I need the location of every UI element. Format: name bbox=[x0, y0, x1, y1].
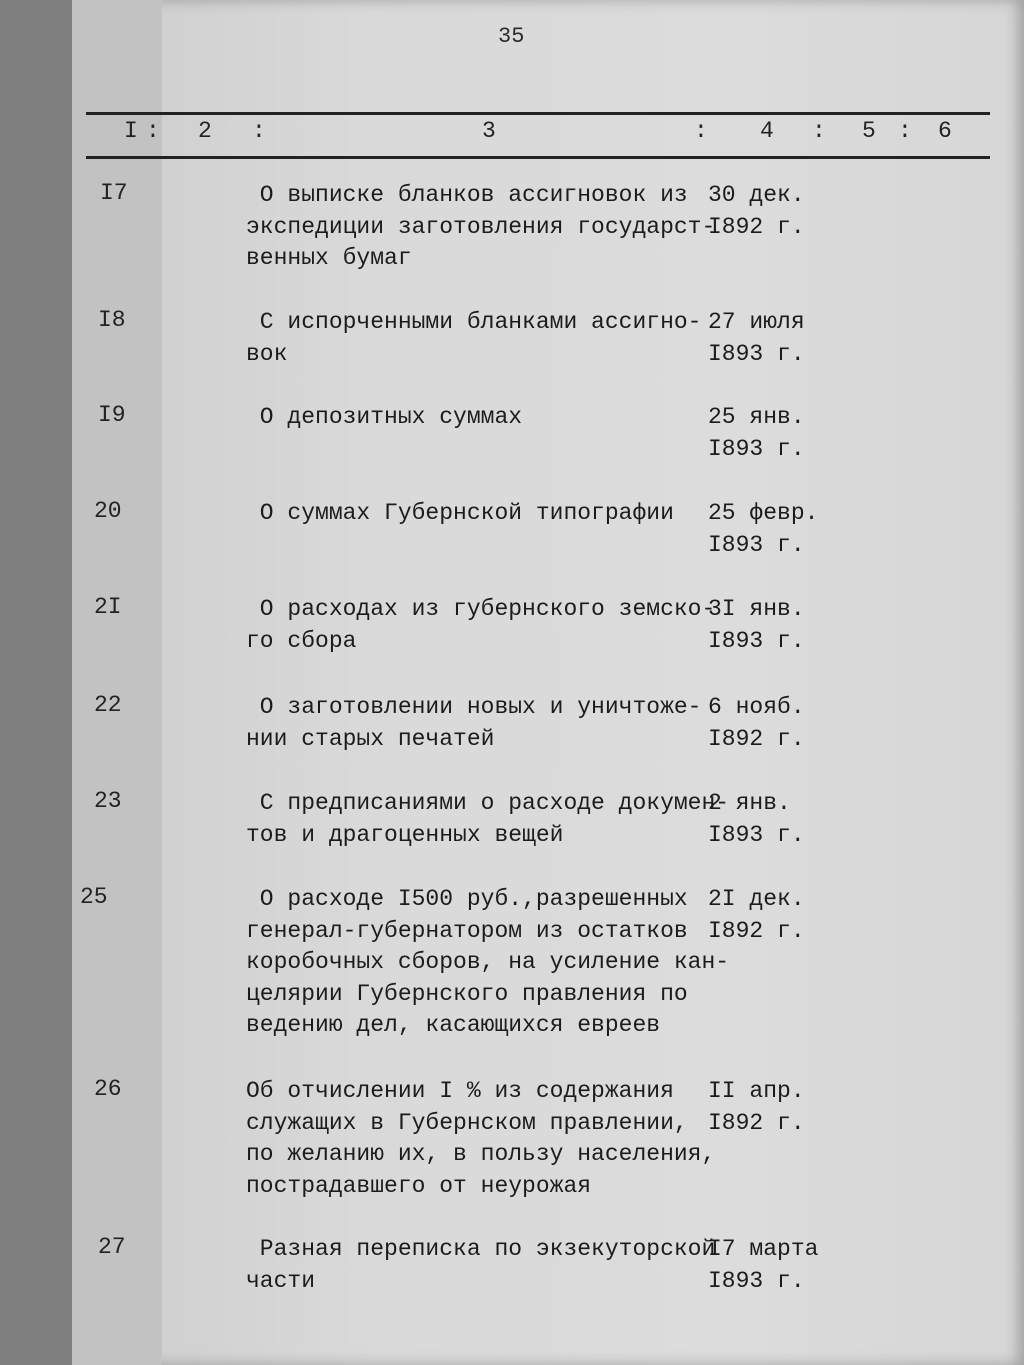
row-date: I7 марта I893 г. bbox=[708, 1236, 819, 1294]
row-title: О заготовлении новых и уничтоже- нии старых печатей bbox=[246, 694, 702, 752]
row-number: 22 bbox=[94, 692, 122, 718]
row-date: II апр. I892 г. bbox=[708, 1078, 805, 1136]
row-number: 27 bbox=[98, 1234, 126, 1260]
page-number: 35 bbox=[498, 24, 525, 49]
row-number: I9 bbox=[98, 402, 126, 428]
row-title: О расходе I500 руб.,разрешенных генерал-губернатором из остатков коробочных сборов, на усиление кан- целярии Губернского правления по ведению дел, касающихся евреев bbox=[246, 886, 730, 1038]
row-date: 25 янв. I893 г. bbox=[708, 404, 805, 462]
row-date: 27 июля I893 г. bbox=[708, 309, 805, 367]
header-col-4: 4 bbox=[760, 118, 774, 144]
row-title: С предписаниями о расходе докумен- тов и драгоценных вещей bbox=[246, 790, 730, 848]
row-number: 26 bbox=[94, 1076, 122, 1102]
row-number: I7 bbox=[100, 180, 128, 206]
header-separator: : bbox=[812, 118, 826, 144]
header-separator: : bbox=[146, 118, 160, 144]
row-title: О суммах Губернской типографии bbox=[246, 500, 674, 526]
header-col-5: 5 bbox=[862, 118, 876, 144]
row-title: С испорченными бланками ассигно- вок bbox=[246, 309, 702, 367]
row-number: 20 bbox=[94, 498, 122, 524]
row-date: 25 февр. I893 г. bbox=[708, 500, 819, 558]
row-number: 2I bbox=[94, 594, 122, 620]
table-header-bottom-rule bbox=[86, 156, 990, 159]
header-col-6: 6 bbox=[938, 118, 952, 144]
header-separator: : bbox=[694, 118, 708, 144]
row-title: О выписке бланков ассигновок из экспедиции заготовления государст- венных бумаг bbox=[246, 182, 716, 271]
header-col-3: 3 bbox=[482, 118, 496, 144]
row-title: Разная переписка по экзекуторской части bbox=[246, 1236, 716, 1294]
header-col-1: I bbox=[124, 118, 138, 144]
row-title: Об отчислении I % из содержания служащих в Губернском правлении, по желанию их, в пользу населения, пострадавшего от неурожая bbox=[246, 1078, 716, 1199]
header-separator: : bbox=[252, 118, 266, 144]
row-date: 2 янв. I893 г. bbox=[708, 790, 805, 848]
row-number: 23 bbox=[94, 788, 122, 814]
row-number: I8 bbox=[98, 307, 126, 333]
row-date: 3I янв. I893 г. bbox=[708, 596, 805, 654]
header-col-2: 2 bbox=[198, 118, 212, 144]
row-number: 25 bbox=[80, 884, 108, 910]
table-header-top-rule bbox=[86, 112, 990, 115]
row-title: О расходах из губернского земско- го сбора bbox=[246, 596, 716, 654]
row-date: 6 нояб. I892 г. bbox=[708, 694, 805, 752]
row-title: О депозитных суммах bbox=[246, 404, 523, 430]
row-date: 2I дек. I892 г. bbox=[708, 886, 805, 944]
header-separator: : bbox=[898, 118, 912, 144]
row-date: 30 дек. I892 г. bbox=[708, 182, 805, 240]
